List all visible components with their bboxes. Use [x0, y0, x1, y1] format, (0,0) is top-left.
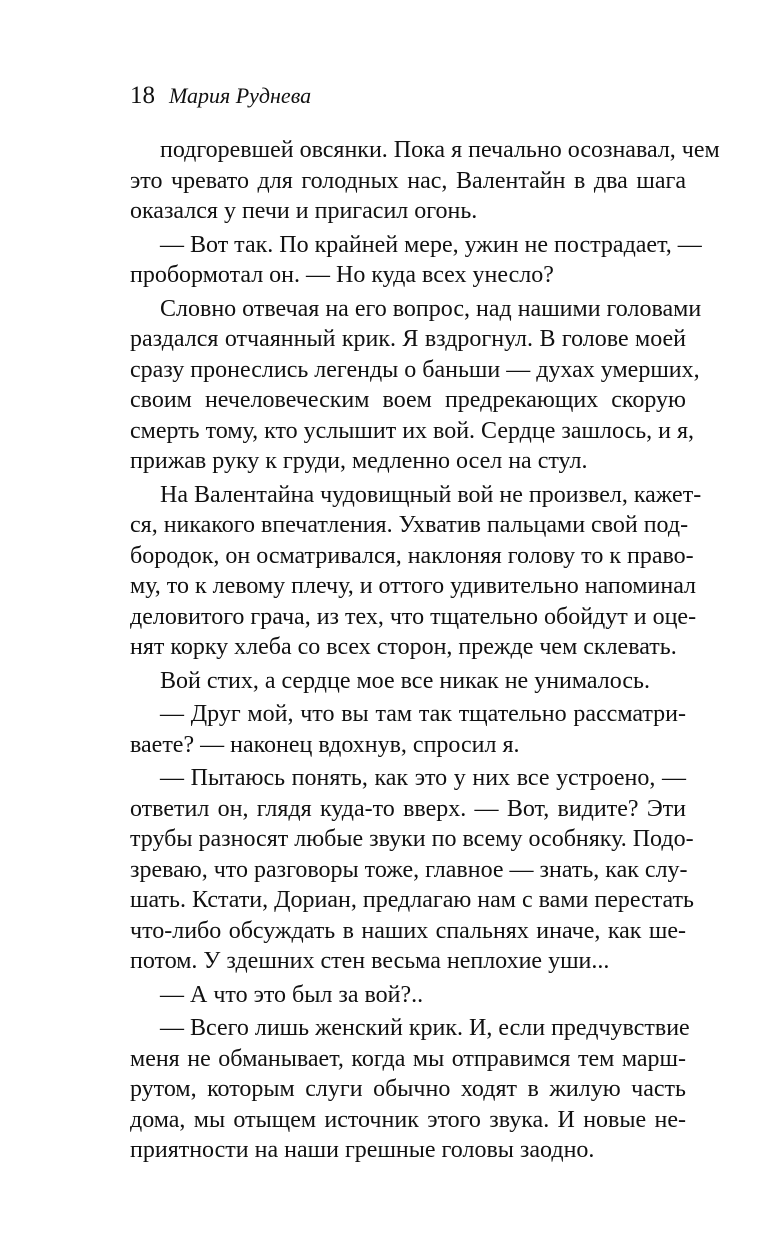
text-line: дома, мы отыщем источник этого звука. И новые не- [130, 1106, 686, 1133]
text-line: На Валентайна чудовищный вой не произвел, кажет- [160, 481, 702, 508]
paragraph [130, 699, 686, 760]
text-line: ответил он, глядя куда-то вверх. — Вот, видите? Эти [130, 795, 686, 822]
text-line: му, то к левому плечу, и оттого удивительно напоминал [130, 573, 697, 599]
text-line: рутом, которым слуги обычно ходят в жилую часть [130, 1076, 686, 1102]
paragraph [130, 230, 702, 291]
author-name: Мария Руднева [169, 83, 312, 108]
text-line: — Пытаюсь понять, как это у них все устроено, — [160, 765, 686, 791]
text-line: нят корку хлеба со всех сторон, прежде чем склевать. [130, 634, 677, 660]
body-text [130, 135, 720, 1166]
text-line: — А что это был за вой?.. [160, 981, 424, 1008]
paragraph [130, 480, 702, 663]
text-line: смерть тому, кто услышит их вой. Сердце зашлось, и я, [130, 417, 695, 444]
text-line: сразу пронеслись легенды о баньши — духах умерших, [130, 356, 700, 383]
text-line: Вой стих, а сердце мое все никак не унималось. [160, 667, 650, 694]
text-line: бородок, он осматривался, наклоняя голову то к право- [130, 542, 694, 569]
running-header [130, 82, 686, 120]
text-line: трубы разносят любые звуки по всему особняку. Подо- [130, 826, 694, 852]
paragraph [130, 666, 686, 697]
text-line: — Друг мой, что вы там так тщательно рассматри- [160, 701, 686, 727]
text-line: шать. Кстати, Дориан, предлагаю нам с вами перестать [130, 887, 694, 913]
text-line: Словно отвечая на его вопрос, над нашими головами [160, 295, 702, 322]
text-line: ся, никакого впечатления. Ухватив пальцами свой под- [130, 512, 689, 538]
paragraph [130, 763, 694, 977]
text-line: пробормотал он. — Но куда всех унесло? [130, 262, 554, 288]
paragraph [130, 980, 686, 1011]
text-line: потом. У здешних стен весьма неплохие уши... [130, 948, 610, 974]
text-line: меня не обманывает, когда мы отправимся тем марш- [130, 1045, 686, 1072]
text-line: подгоревшей овсянки. Пока я печально осознавал, чем [160, 137, 720, 163]
paragraph [130, 294, 702, 477]
text-line: зреваю, что разговоры тоже, главное — знать, как слу- [130, 856, 688, 883]
text-line: что-либо обсуждать в наших спальнях иначе, как ше- [130, 917, 686, 944]
paragraph [130, 135, 720, 227]
text-line: прижав руку к груди, медленно осел на стул. [130, 448, 588, 474]
page-number: 18 [130, 82, 155, 109]
text-line: раздался отчаянный крик. Я вздрогнул. В голове моей [130, 326, 686, 352]
text-line: — Всего лишь женский крик. И, если предчувствие [160, 1015, 690, 1041]
text-line: деловитого грача, из тех, что тщательно обойдут и оце- [130, 603, 697, 630]
paragraph [130, 1013, 690, 1166]
text-line: приятности на наши грешные головы заодно. [130, 1137, 595, 1163]
text-line: своим нечеловеческим воем предрекающих скорую [130, 387, 686, 413]
text-line: — Вот так. По крайней мере, ужин не пострадает, — [160, 231, 702, 258]
text-line: оказался у печи и пригасил огонь. [130, 198, 478, 224]
text-line: это чревато для голодных нас, Валентайн в два шага [130, 167, 686, 194]
text-line: ваете? — наконец вдохнув, спросил я. [130, 731, 520, 758]
book-page [130, 82, 720, 1169]
